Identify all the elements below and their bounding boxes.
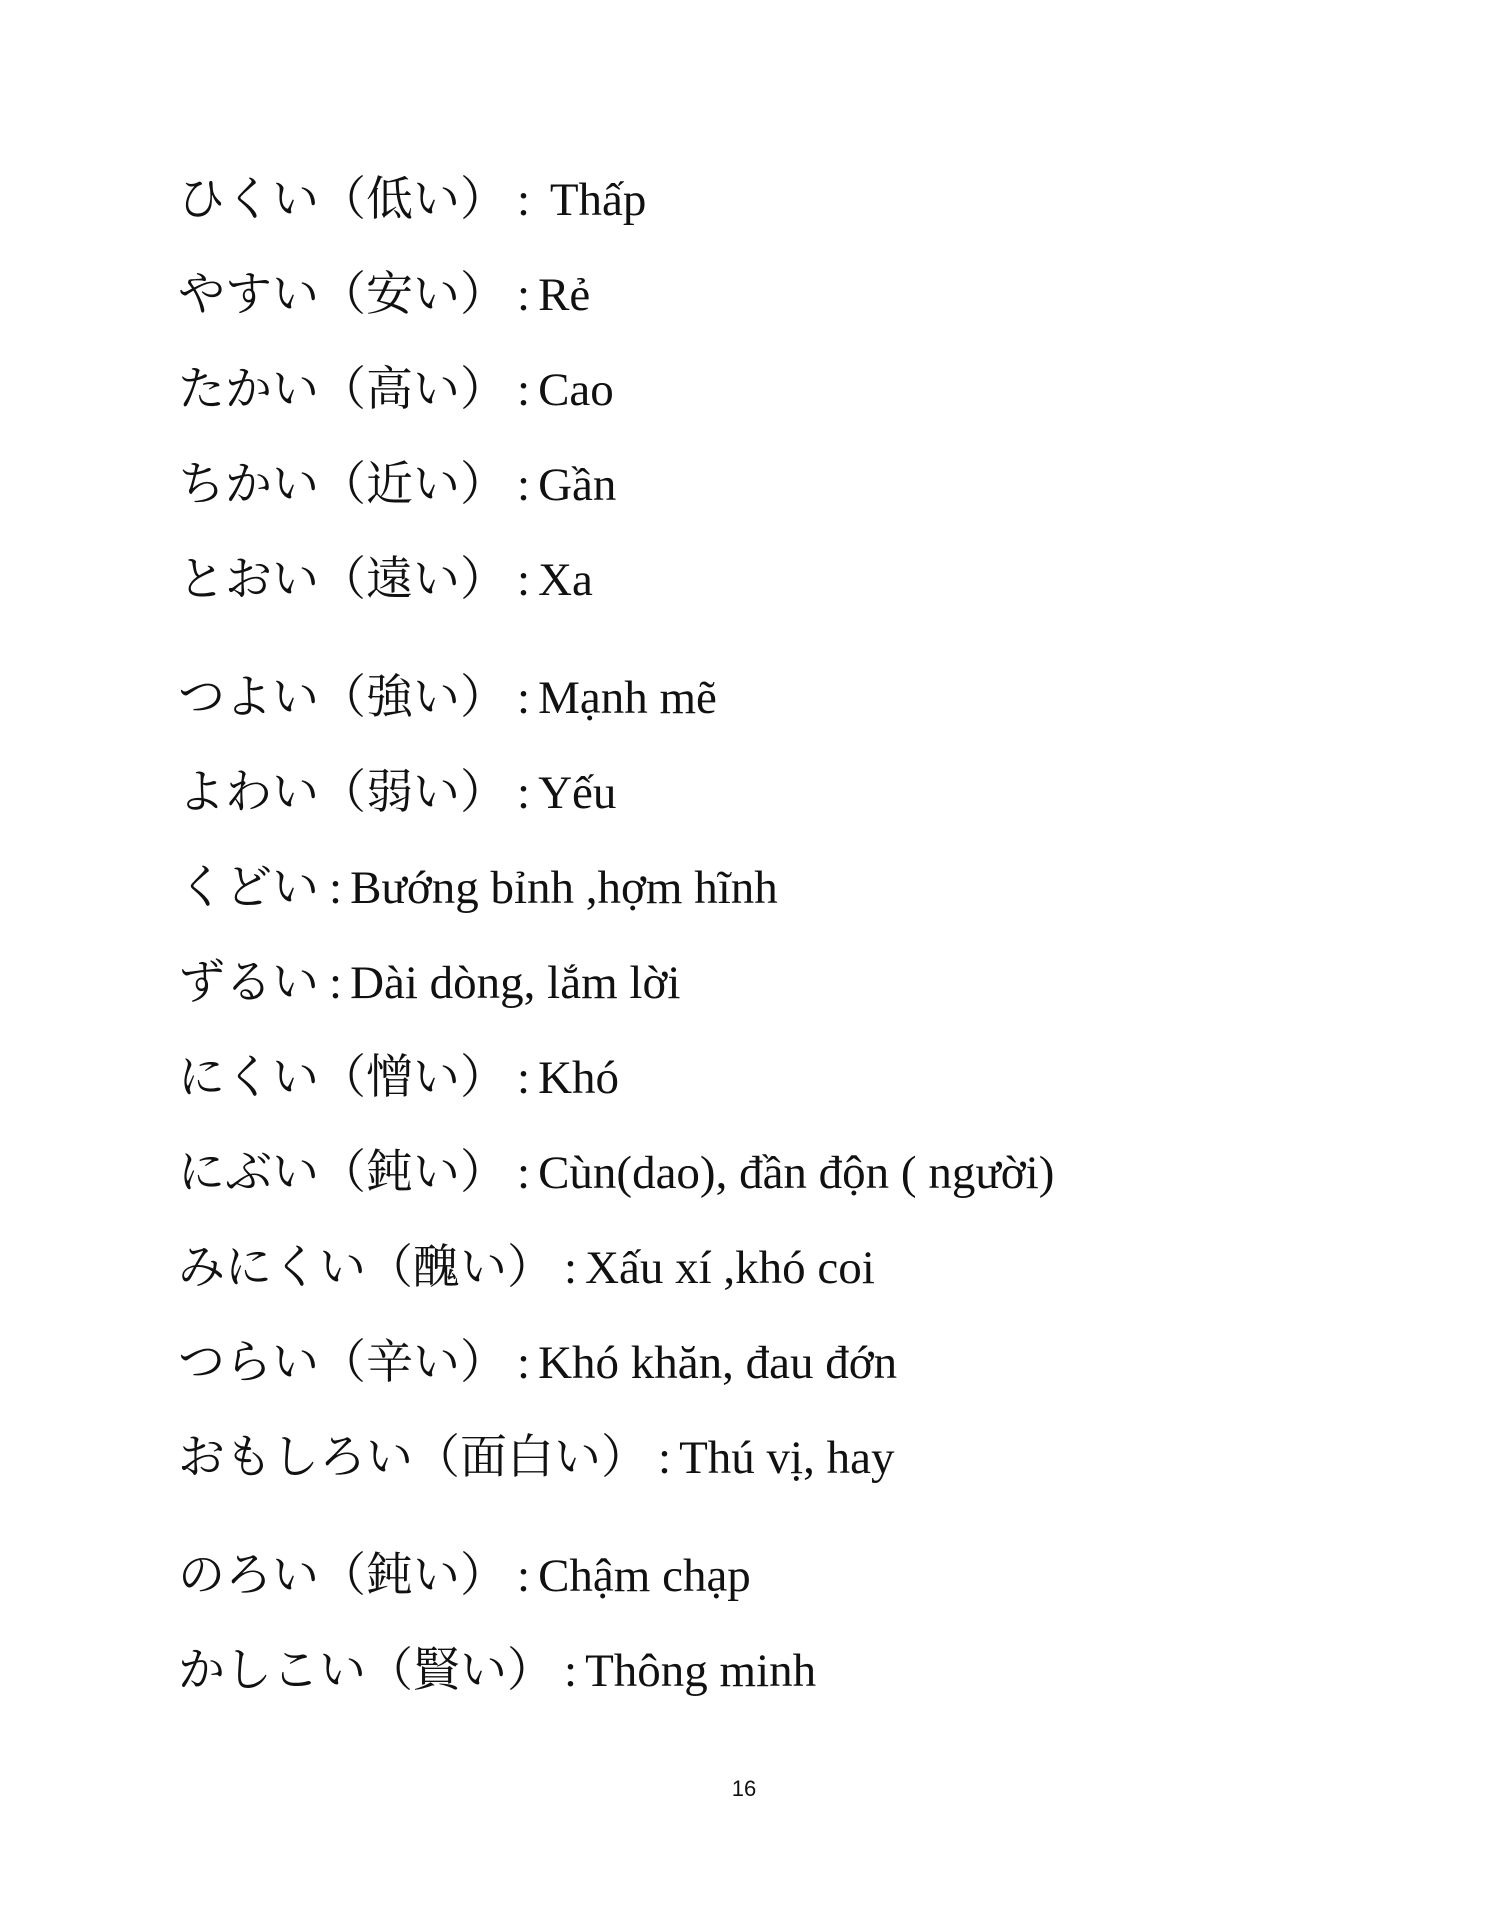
japanese-term: にくい（憎い） [178,1050,507,1105]
vocab-entry [178,1546,1358,1606]
vocab-entry [178,1333,1358,1393]
separator: : [329,957,343,1009]
japanese-term: おもしろい（面白い） [178,1430,648,1485]
vietnamese-meaning: Thông minh [585,1645,817,1697]
japanese-term: ずるい [178,955,319,1010]
separator: : [517,554,531,606]
japanese-term: よわい（弱い） [178,765,507,820]
vocab-entry [178,858,1358,918]
japanese-term: ちかい（近い） [178,457,507,512]
vietnamese-meaning: Chậm chạp [538,1550,751,1602]
vocab-entry [178,1428,1358,1488]
japanese-term: やすい（安い） [178,267,507,322]
separator: : [517,364,531,416]
separator: : [564,1645,578,1697]
vietnamese-meaning: Khó khăn, đau đớn [538,1337,898,1389]
vietnamese-meaning: Yếu [538,767,617,819]
vietnamese-meaning: Dài dòng, lắm lời [350,957,681,1009]
vocab-entry [178,763,1358,823]
vietnamese-meaning: Gần [538,459,617,511]
page-number: 16 [731,1776,757,1801]
separator: : [517,1337,531,1389]
japanese-term: にぶい（鈍い） [178,1145,507,1200]
separator: : [564,1242,578,1294]
separator: : [517,269,531,321]
vietnamese-meaning: Cùn(dao), đần độn ( người) [538,1147,1055,1199]
vocab-entry [178,668,1358,728]
vocab-entry [178,455,1358,515]
separator: : [517,1147,531,1199]
vocabulary-list [178,170,1358,1701]
japanese-term: くどい [178,860,319,915]
vietnamese-meaning: Mạnh mẽ [538,672,717,724]
separator: : [329,862,343,914]
separator: : [658,1432,672,1484]
japanese-term: ひくい（低い） [178,172,507,227]
vietnamese-meaning: Cao [538,364,614,416]
vietnamese-meaning: Bướng bỉnh ,hợm hĩnh [350,862,778,914]
vocab-entry [178,1641,1358,1701]
separator: : [517,672,531,724]
separator: : [517,1550,531,1602]
japanese-term: かしこい（賢い） [178,1643,554,1698]
vietnamese-meaning: Thú vị, hay [679,1432,895,1484]
vietnamese-meaning: Thấp [538,174,647,226]
vocab-entry [178,265,1358,325]
separator: : [517,1052,531,1104]
vocab-entry [178,1238,1358,1298]
japanese-term: たかい（高い） [178,362,507,417]
separator: : [517,174,531,226]
vocab-entry [178,550,1358,610]
vietnamese-meaning: Xa [538,554,593,606]
japanese-term: つらい（辛い） [178,1335,507,1390]
separator: : [517,767,531,819]
japanese-term: とおい（遠い） [178,552,507,607]
vietnamese-meaning: Rẻ [538,269,591,321]
vocab-entry [178,170,1358,230]
vocab-entry [178,1048,1358,1108]
japanese-term: のろい（鈍い） [178,1548,507,1603]
japanese-term: つよい（強い） [178,670,507,725]
vietnamese-meaning: Khó [538,1052,620,1104]
separator: : [517,459,531,511]
vocab-entry [178,953,1358,1013]
vocab-entry [178,360,1358,420]
japanese-term: みにくい（醜い） [178,1240,554,1295]
vocab-entry [178,1143,1358,1203]
vietnamese-meaning: Xấu xí ,khó coi [585,1242,875,1294]
